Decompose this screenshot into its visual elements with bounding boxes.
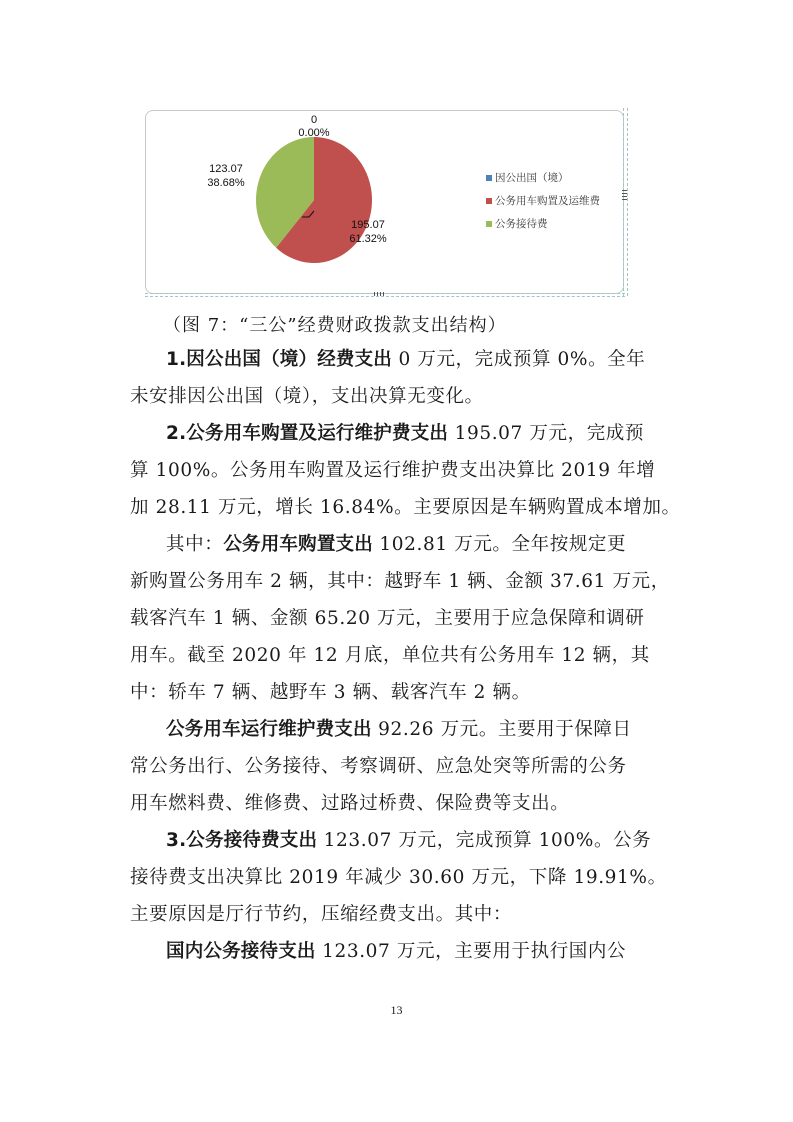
text: 123.07 万元，完成预算 100%。公务 [317, 830, 652, 851]
paragraph-line: 未安排因公出国（境），支出决算无变化。 [130, 386, 484, 407]
slice-label-value-2: 123.07 [209, 163, 243, 175]
slice-label-value-0: 0 [310, 114, 318, 126]
legend-label: 公务用车购置及运维费 [495, 195, 600, 207]
paragraph-line: 用车。截至 2020 年 12 月底，单位共有公务用车 12 辆，其 [130, 645, 650, 666]
legend-label: 公务接待费 [495, 218, 548, 230]
legend-swatch-blue [486, 175, 492, 181]
text: 0 万元，完成预算 0%。全年 [392, 349, 646, 370]
bold-heading: 公务用车运行维护费支出 [166, 719, 372, 740]
paragraph-line: 加 28.11 万元，增长 16.84%。主要原因是车辆购置成本增加。 [130, 497, 681, 518]
legend-swatch-green [486, 221, 492, 227]
paragraph-line [166, 533, 676, 557]
text: 195.07 万元，完成预 [448, 423, 645, 444]
text: 其中： [166, 534, 224, 555]
paragraph-line [166, 422, 676, 446]
page-number: 13 [390, 1003, 403, 1017]
bold-heading: 1.因公出国（境）经费支出 [166, 349, 393, 370]
paragraph-line: 接待费支出决算比 2019 年减少 30.60 万元，下降 19.91%。 [130, 867, 667, 888]
paragraph-line [166, 940, 676, 964]
legend-label: 因公出国（境） [495, 172, 569, 184]
resize-handle-right[interactable] [622, 190, 627, 202]
text: 92.26 万元。主要用于保障日 [371, 719, 632, 740]
paragraph-line: 常公务出行、公务接待、考察调研、应急处突等所需的公务 [130, 756, 627, 777]
selection-border-right [623, 108, 628, 296]
paragraph-line: 主要原因是厅行节约，压缩经费支出。其中： [130, 904, 513, 925]
paragraph-line: 载客汽车 1 辆、金额 65.20 万元，主要用于应急保障和调研 [130, 608, 645, 629]
legend-item [486, 189, 600, 212]
slice-label-percent-1: 61.32% [349, 233, 387, 245]
legend-item [486, 212, 600, 235]
slice-label-percent-2: 38.68% [207, 177, 245, 189]
bold-heading: 国内公务接待支出 [166, 941, 316, 962]
paragraph-line [166, 718, 676, 742]
paragraph-line: 新购置公务用车 2 辆，其中：越野车 1 辆、金额 37.61 万元， [130, 571, 670, 592]
text: 102.81 万元。全年按规定更 [372, 534, 627, 555]
paragraph-line: 算 100%。公务用车购置及运行维护费支出决算比 2019 年增 [130, 460, 656, 481]
bold-heading: 3.公务接待费支出 [166, 830, 318, 851]
bold-heading: 公务用车购置支出 [223, 534, 373, 555]
paragraph-line [166, 829, 676, 853]
text: 123.07 万元，主要用于执行国内公 [315, 941, 627, 962]
legend-swatch-red [486, 198, 492, 204]
paragraph-line [166, 348, 676, 372]
resize-handle-bottom[interactable] [374, 292, 386, 296]
legend-item [486, 166, 600, 189]
chart-legend [486, 166, 600, 235]
slice-label-value-1: 195.07 [351, 219, 385, 231]
slice-label-percent-0: 0.00% [298, 127, 330, 139]
figure-caption: （图 7：“三公”经费财政拨款支出结构） [163, 315, 507, 336]
bold-heading: 2.公务用车购置及运行维护费支出 [166, 423, 449, 444]
paragraph-line: 中：轿车 7 辆、越野车 3 辆、载客汽车 2 辆。 [130, 682, 531, 703]
paragraph-line: 用车燃料费、维修费、过路过桥费、保险费等支出。 [130, 793, 570, 814]
